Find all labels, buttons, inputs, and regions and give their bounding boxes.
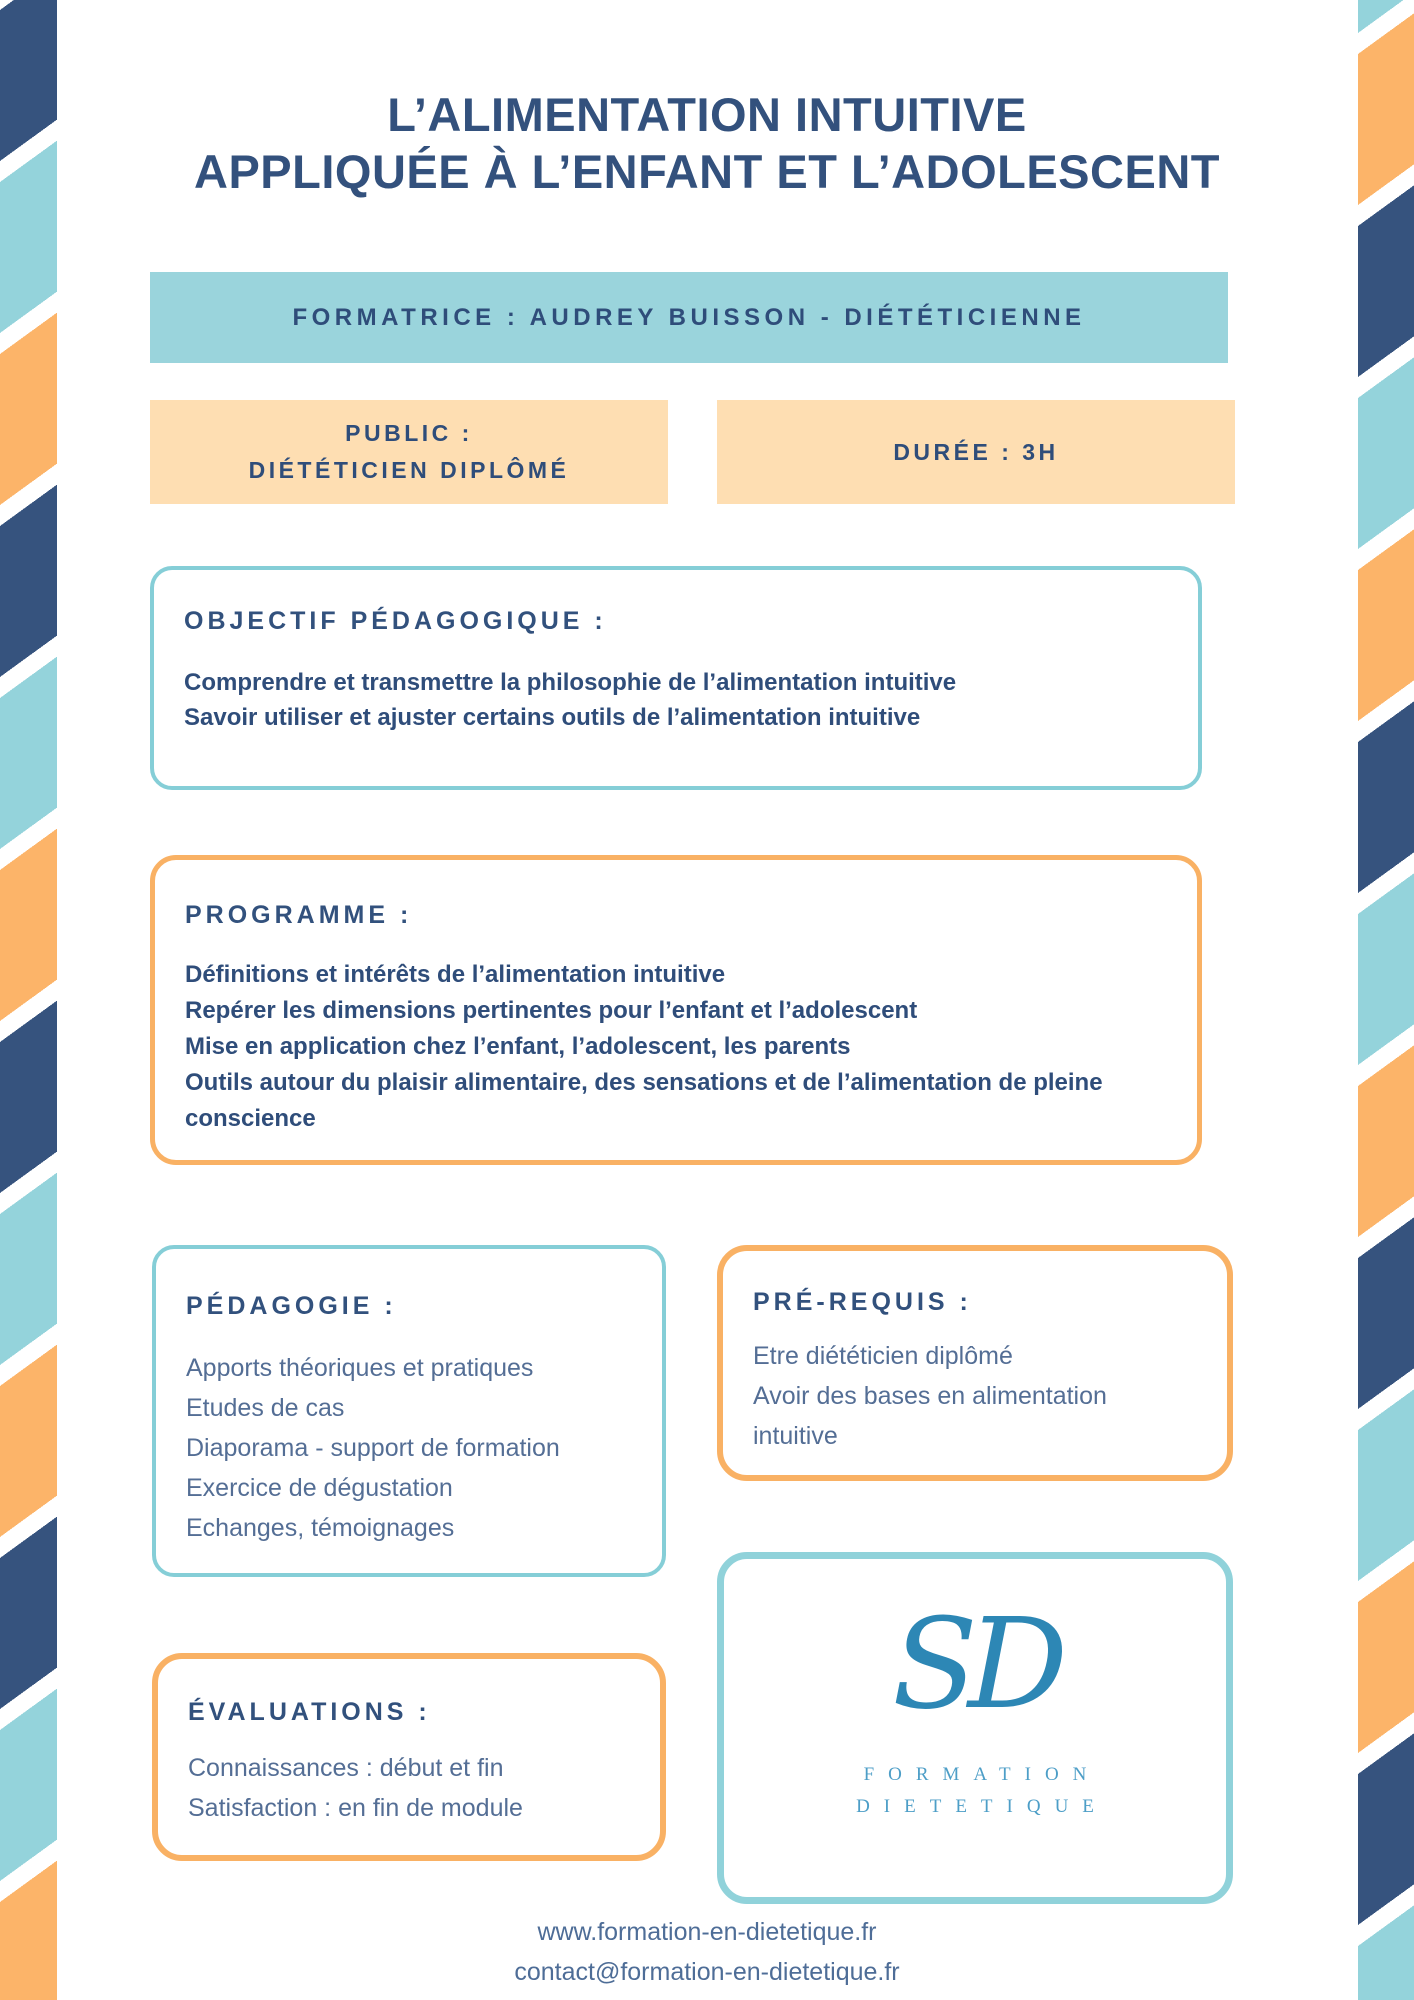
evaluations-item: Satisfaction : en fin de module: [188, 1794, 523, 1822]
footer-email: contact@formation-en-dietetique.fr: [514, 1958, 900, 1986]
program-item: Mise en application chez l’enfant, l’adolescent, les parents: [185, 1033, 851, 1060]
page-title-line1: L’ALIMENTATION INTUITIVE: [387, 88, 1027, 141]
page-title: [70, 86, 1344, 200]
duration-box: [717, 400, 1235, 504]
evaluations-heading: ÉVALUATIONS :: [188, 1698, 431, 1726]
prerequisites-list: [753, 1336, 1171, 1456]
evaluations-item: Connaissances : début et fin: [188, 1754, 504, 1782]
pedagogy-list: [186, 1348, 638, 1548]
pedagogy-item: Etudes de cas: [186, 1394, 345, 1422]
logo-caption-line1: FORMATION: [863, 1764, 1101, 1785]
objectives-card: [150, 566, 1202, 790]
right-stripe-border: [1358, 0, 1414, 2000]
right-stripe-pattern: [1358, 0, 1414, 2000]
public-value: DIÉTÉTICIEN DIPLÔMÉ: [248, 457, 570, 483]
prerequisites-item: Etre diététicien diplômé: [753, 1342, 1013, 1370]
duration-text: DURÉE : 3H: [893, 438, 1059, 465]
prerequisites-item: Avoir des bases en alimentation intuitive: [753, 1382, 1107, 1450]
logo-card: [717, 1552, 1233, 1904]
prerequisites-card: [717, 1245, 1233, 1481]
left-stripe-pattern: [0, 0, 57, 2000]
public-box: [150, 400, 668, 504]
pedagogy-heading: PÉDAGOGIE :: [186, 1292, 397, 1320]
program-item: Outils autour du plaisir alimentaire, des sensations et de l’alimentation de pleine conscience: [185, 1069, 1103, 1132]
left-stripe-border: [0, 0, 57, 2000]
trainer-banner-text: FORMATRICE : AUDREY BUISSON - DIÉTÉTICIENNE: [292, 303, 1086, 331]
objectives-item: Savoir utiliser et ajuster certains outils de l’alimentation intuitive: [184, 704, 921, 731]
evaluations-list: [188, 1748, 636, 1828]
pedagogy-card: [152, 1245, 666, 1577]
pedagogy-item: Diaporama - support de formation: [186, 1434, 560, 1462]
evaluations-card: [152, 1653, 666, 1861]
program-item: Repérer les dimensions pertinentes pour l’enfant et l’adolescent: [185, 997, 918, 1024]
pedagogy-item: Apports théoriques et pratiques: [186, 1354, 534, 1382]
prerequisites-heading: PRÉ-REQUIS :: [753, 1288, 972, 1316]
program-item: Définitions et intérêts de l’alimentation intuitive: [185, 961, 726, 988]
logo-caption-line2: DIETETIQUE: [856, 1796, 1108, 1817]
footer-website: www.formation-en-dietetique.fr: [537, 1918, 877, 1946]
public-label: PUBLIC :: [345, 420, 473, 446]
page-title-line2: APPLIQUÉE À L’ENFANT ET L’ADOLESCENT: [194, 145, 1220, 198]
objectives-item: Comprendre et transmettre la philosophie de l’alimentation intuitive: [184, 669, 957, 696]
sd-logo-monogram: SD: [892, 1592, 1058, 1737]
objectives-heading: OBJECTIF PÉDAGOGIQUE :: [184, 607, 607, 635]
pedagogy-item: Echanges, témoignages: [186, 1514, 455, 1542]
trainer-banner: [150, 272, 1228, 363]
footer: [0, 1912, 1414, 1992]
program-card: [150, 855, 1202, 1165]
objectives-list: [184, 665, 1170, 735]
program-heading: PROGRAMME :: [185, 901, 413, 929]
program-list: [185, 957, 1173, 1137]
pedagogy-item: Exercice de dégustation: [186, 1474, 453, 1502]
